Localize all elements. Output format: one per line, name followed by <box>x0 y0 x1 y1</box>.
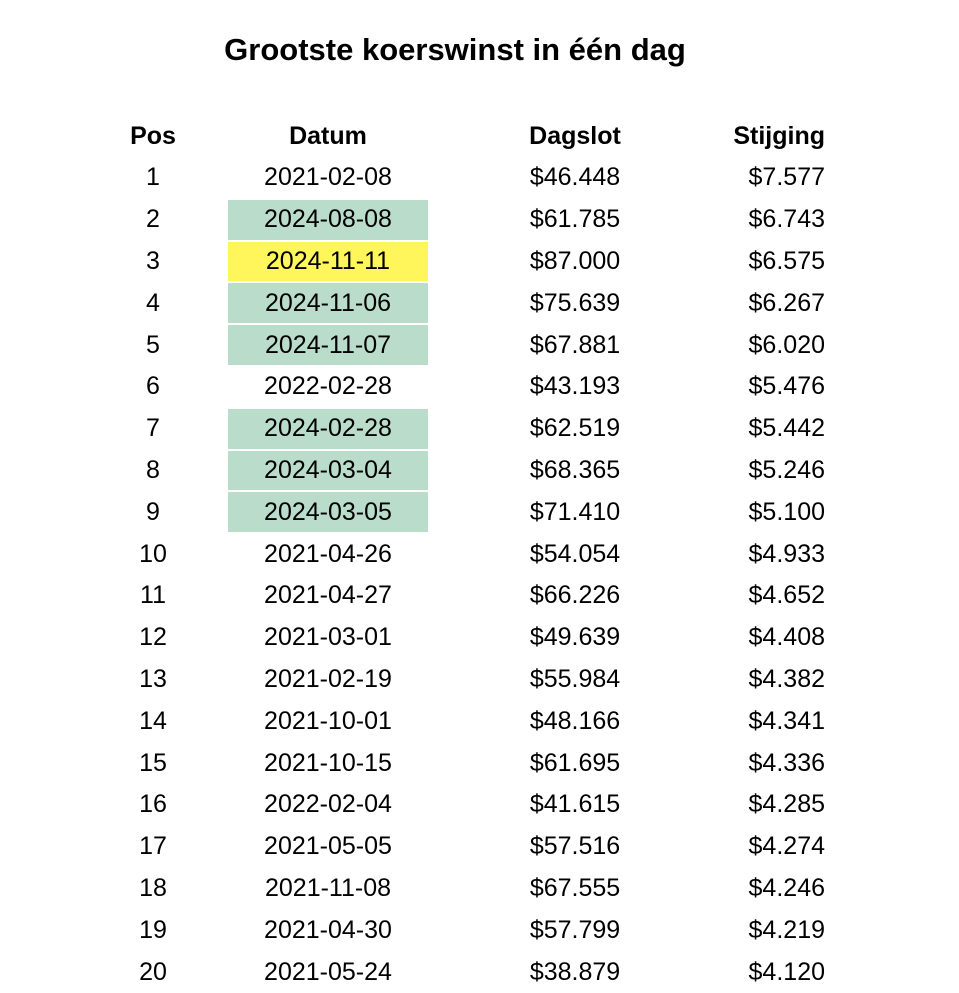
table-row <box>0 784 959 826</box>
cell-rise: $4.285 <box>748 790 825 819</box>
cell-date: 2021-02-08 <box>264 163 392 192</box>
cell-date: 2021-10-15 <box>264 748 392 777</box>
cell-rise: $6.743 <box>748 205 825 234</box>
cell-date: 2021-05-24 <box>264 957 392 986</box>
cell-rise: $6.267 <box>748 288 825 317</box>
cell-rise: $4.408 <box>748 623 825 652</box>
table-row <box>0 951 959 993</box>
cell-close: $87.000 <box>529 246 621 275</box>
cell-pos: 5 <box>146 330 160 359</box>
cell-date: 2022-02-04 <box>264 790 392 819</box>
cell-close: $67.555 <box>529 873 621 902</box>
cell-pos: 3 <box>146 246 160 275</box>
column-header-close: Dagslot <box>529 121 621 150</box>
cell-pos: 19 <box>139 915 167 944</box>
cell-date: 2021-11-08 <box>264 873 392 902</box>
table-row <box>0 700 959 742</box>
cell-pos: 10 <box>139 539 167 568</box>
cell-rise: $4.933 <box>748 539 825 568</box>
table-row <box>0 408 959 450</box>
cell-rise: $5.100 <box>748 497 825 526</box>
cell-rise: $6.020 <box>748 330 825 359</box>
cell-pos: 4 <box>146 288 160 317</box>
cell-date: 2021-03-01 <box>264 623 392 652</box>
table-row <box>0 282 959 324</box>
table-row <box>0 617 959 659</box>
cell-close: $67.881 <box>529 330 621 359</box>
cell-close: $57.799 <box>529 915 621 944</box>
cell-rise: $4.274 <box>748 832 825 861</box>
cell-rise: $4.336 <box>748 748 825 777</box>
cell-date: 2024-11-06 <box>228 283 428 323</box>
column-header-date: Datum <box>289 121 367 150</box>
cell-close: $62.519 <box>529 414 621 443</box>
cell-close: $61.695 <box>529 748 621 777</box>
cell-pos: 16 <box>139 790 167 819</box>
cell-pos: 11 <box>140 581 166 610</box>
cell-rise: $4.246 <box>748 873 825 902</box>
cell-close: $49.639 <box>529 623 621 652</box>
cell-close: $66.226 <box>529 581 621 610</box>
cell-date: 2021-10-01 <box>264 706 392 735</box>
cell-pos: 14 <box>139 706 167 735</box>
cell-pos: 18 <box>139 873 167 902</box>
cell-pos: 7 <box>146 414 160 443</box>
cell-close: $41.615 <box>529 790 621 819</box>
cell-rise: $4.382 <box>748 664 825 693</box>
cell-pos: 6 <box>146 372 160 401</box>
cell-close: $55.984 <box>529 664 621 693</box>
cell-rise: $5.442 <box>748 414 825 443</box>
cell-rise: $7.577 <box>748 163 825 192</box>
table-body <box>0 157 959 993</box>
cell-rise: $5.476 <box>748 372 825 401</box>
cell-close: $48.166 <box>529 706 621 735</box>
cell-rise: $4.120 <box>748 957 825 986</box>
column-header-pos: Pos <box>130 121 176 150</box>
table-row <box>0 366 959 408</box>
table-row <box>0 199 959 241</box>
cell-pos: 2 <box>146 205 160 234</box>
cell-date: 2022-02-28 <box>264 372 392 401</box>
table-row <box>0 491 959 533</box>
cell-close: $43.193 <box>529 372 621 401</box>
table-header <box>0 115 959 157</box>
cell-close: $54.054 <box>529 539 621 568</box>
cell-pos: 20 <box>139 957 167 986</box>
cell-close: $46.448 <box>529 163 621 192</box>
cell-close: $61.785 <box>529 205 621 234</box>
cell-date: 2024-08-08 <box>228 200 428 240</box>
table-row <box>0 324 959 366</box>
cell-date: 2024-11-07 <box>228 325 428 365</box>
cell-date: 2021-04-30 <box>264 915 392 944</box>
cell-date: 2021-04-26 <box>264 539 392 568</box>
cell-rise: $4.341 <box>748 706 825 735</box>
table-row <box>0 157 959 199</box>
cell-date: 2024-03-04 <box>228 451 428 491</box>
table-row <box>0 868 959 910</box>
cell-close: $71.410 <box>529 497 621 526</box>
cell-rise: $4.652 <box>748 581 825 610</box>
cell-date: 2021-05-05 <box>264 832 392 861</box>
cell-date: 2021-04-27 <box>264 581 392 610</box>
table-row <box>0 575 959 617</box>
cell-date: 2024-02-28 <box>228 409 428 449</box>
table-row <box>0 241 959 283</box>
table-row <box>0 533 959 575</box>
cell-pos: 9 <box>146 497 160 526</box>
cell-pos: 17 <box>139 832 167 861</box>
ranking-table <box>0 115 959 993</box>
page-title: Grootste koerswinst in één dag <box>224 32 686 67</box>
cell-date: 2024-03-05 <box>228 492 428 532</box>
cell-close: $38.879 <box>529 957 621 986</box>
cell-pos: 8 <box>146 455 160 484</box>
cell-rise: $5.246 <box>748 455 825 484</box>
table-row <box>0 742 959 784</box>
cell-rise: $4.219 <box>748 915 825 944</box>
column-header-rise: Stijging <box>733 121 825 150</box>
cell-pos: 12 <box>139 623 167 652</box>
cell-pos: 15 <box>139 748 167 777</box>
cell-date: 2021-02-19 <box>264 664 392 693</box>
table-row <box>0 826 959 868</box>
cell-pos: 13 <box>139 664 167 693</box>
cell-close: $75.639 <box>529 288 621 317</box>
table-row <box>0 450 959 492</box>
cell-pos: 1 <box>146 163 160 192</box>
table-row <box>0 909 959 951</box>
table-row <box>0 659 959 701</box>
cell-close: $57.516 <box>529 832 621 861</box>
cell-close: $68.365 <box>529 455 621 484</box>
cell-date: 2024-11-11 <box>228 242 428 282</box>
cell-rise: $6.575 <box>748 246 825 275</box>
